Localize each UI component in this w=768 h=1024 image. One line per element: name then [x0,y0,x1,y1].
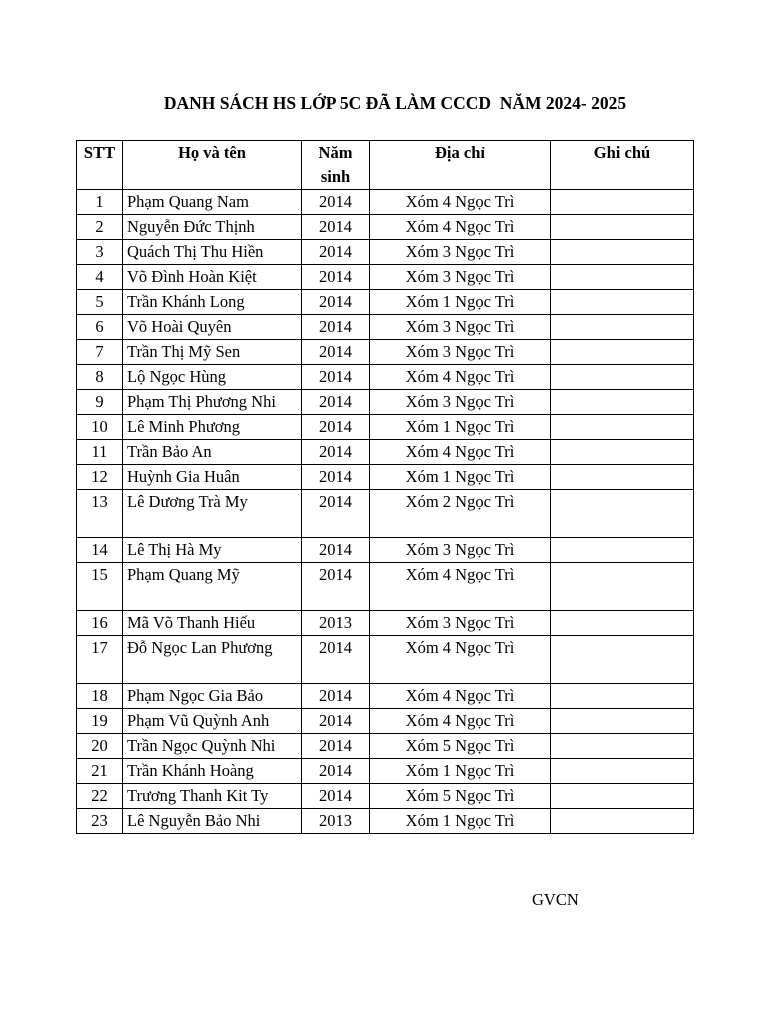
cell-stt: 20 [77,734,123,759]
student-table [76,140,694,834]
cell-address: Xóm 3 Ngọc Trì [370,611,551,636]
teacher-signature-label: GVCN [532,890,579,909]
table-row [77,240,694,265]
table-header-row [77,141,694,190]
cell-stt: 7 [77,340,123,365]
cell-stt: 9 [77,390,123,415]
cell-stt: 23 [77,809,123,834]
cell-stt: 3 [77,240,123,265]
header-year-line1: Năm [318,143,353,162]
cell-name: Trần Khánh Long [123,290,302,315]
cell-note [551,734,694,759]
cell-year: 2014 [302,784,370,809]
table-row [77,215,694,240]
cell-year: 2014 [302,709,370,734]
cell-note [551,265,694,290]
header-year [302,141,370,190]
cell-address: Xóm 5 Ngọc Trì [370,734,551,759]
table-row [77,265,694,290]
cell-year: 2014 [302,315,370,340]
cell-name: Trần Khánh Hoàng [123,759,302,784]
cell-address: Xóm 1 Ngọc Trì [370,809,551,834]
cell-stt: 11 [77,440,123,465]
cell-year: 2014 [302,563,370,611]
cell-year: 2014 [302,190,370,215]
cell-address: Xóm 3 Ngọc Trì [370,240,551,265]
cell-year: 2014 [302,290,370,315]
table-row [77,390,694,415]
cell-address: Xóm 1 Ngọc Trì [370,415,551,440]
cell-note [551,563,694,611]
cell-note [551,440,694,465]
table-row [77,784,694,809]
table-row [77,563,694,611]
cell-stt: 4 [77,265,123,290]
cell-address: Xóm 3 Ngọc Trì [370,390,551,415]
cell-year: 2014 [302,440,370,465]
cell-stt: 10 [77,415,123,440]
cell-year: 2014 [302,415,370,440]
cell-note [551,365,694,390]
cell-address: Xóm 1 Ngọc Trì [370,465,551,490]
cell-note [551,611,694,636]
cell-address: Xóm 4 Ngọc Trì [370,709,551,734]
cell-note [551,290,694,315]
cell-note [551,190,694,215]
table-row [77,190,694,215]
cell-year: 2013 [302,809,370,834]
cell-address: Xóm 4 Ngọc Trì [370,684,551,709]
cell-name: Huỳnh Gia Huân [123,465,302,490]
cell-name: Võ Đình Hoàn Kiệt [123,265,302,290]
cell-year: 2014 [302,365,370,390]
cell-stt: 1 [77,190,123,215]
table-row [77,490,694,538]
table-row [77,440,694,465]
table-row [77,465,694,490]
table-row [77,684,694,709]
cell-name: Trần Bảo An [123,440,302,465]
table-row [77,290,694,315]
cell-note [551,315,694,340]
cell-stt: 13 [77,490,123,538]
cell-stt: 8 [77,365,123,390]
table-row [77,734,694,759]
cell-name: Lê Minh Phương [123,415,302,440]
cell-name: Lê Nguyễn Bảo Nhi [123,809,302,834]
page-title: DANH SÁCH HS LỚP 5C ĐÃ LÀM CCCD NĂM 2024- 2025 [163,93,627,113]
cell-name: Võ Hoài Quyên [123,315,302,340]
cell-stt: 17 [77,636,123,684]
cell-note [551,784,694,809]
cell-note [551,636,694,684]
cell-address: Xóm 3 Ngọc Trì [370,315,551,340]
table-row [77,759,694,784]
cell-stt: 22 [77,784,123,809]
header-stt: STT [77,141,123,190]
cell-address: Xóm 2 Ngọc Trì [370,490,551,538]
header-year-line2: sinh [320,167,351,186]
cell-address: Xóm 5 Ngọc Trì [370,784,551,809]
table-row [77,611,694,636]
cell-address: Xóm 4 Ngọc Trì [370,190,551,215]
cell-year: 2013 [302,611,370,636]
cell-stt: 12 [77,465,123,490]
cell-stt: 14 [77,538,123,563]
cell-name: Lê Thị Hà My [123,538,302,563]
cell-year: 2014 [302,215,370,240]
cell-address: Xóm 4 Ngọc Trì [370,563,551,611]
cell-year: 2014 [302,465,370,490]
cell-name: Phạm Quang Mỹ [123,563,302,611]
cell-year: 2014 [302,240,370,265]
cell-name: Trương Thanh Kit Ty [123,784,302,809]
cell-note [551,538,694,563]
cell-year: 2014 [302,265,370,290]
cell-stt: 19 [77,709,123,734]
cell-address: Xóm 3 Ngọc Trì [370,538,551,563]
cell-note [551,340,694,365]
cell-stt: 16 [77,611,123,636]
cell-year: 2014 [302,340,370,365]
cell-name: Nguyễn Đức Thịnh [123,215,302,240]
cell-year: 2014 [302,390,370,415]
cell-address: Xóm 3 Ngọc Trì [370,340,551,365]
cell-name: Trần Ngọc Quỳnh Nhi [123,734,302,759]
table-row [77,809,694,834]
cell-stt: 15 [77,563,123,611]
cell-name: Trần Thị Mỹ Sen [123,340,302,365]
cell-stt: 21 [77,759,123,784]
cell-year: 2014 [302,759,370,784]
cell-note [551,809,694,834]
cell-address: Xóm 1 Ngọc Trì [370,759,551,784]
cell-note [551,709,694,734]
table-row [77,709,694,734]
cell-address: Xóm 4 Ngọc Trì [370,365,551,390]
table-row [77,415,694,440]
cell-note [551,465,694,490]
cell-year: 2014 [302,538,370,563]
cell-note [551,684,694,709]
cell-note [551,415,694,440]
table-row [77,365,694,390]
cell-stt: 5 [77,290,123,315]
cell-name: Quách Thị Thu Hiền [123,240,302,265]
cell-name: Phạm Ngọc Gia Bảo [123,684,302,709]
table-row [77,340,694,365]
table-row [77,538,694,563]
cell-name: Lộ Ngọc Hùng [123,365,302,390]
cell-year: 2014 [302,734,370,759]
cell-address: Xóm 4 Ngọc Trì [370,636,551,684]
cell-address: Xóm 4 Ngọc Trì [370,215,551,240]
cell-name: Đỗ Ngọc Lan Phương [123,636,302,684]
cell-year: 2014 [302,636,370,684]
cell-year: 2014 [302,490,370,538]
cell-note [551,240,694,265]
cell-name: Phạm Quang Nam [123,190,302,215]
table-row [77,315,694,340]
cell-note [551,215,694,240]
cell-name: Phạm Thị Phương Nhi [123,390,302,415]
cell-stt: 18 [77,684,123,709]
cell-address: Xóm 1 Ngọc Trì [370,290,551,315]
cell-address: Xóm 3 Ngọc Trì [370,265,551,290]
table-row [77,636,694,684]
header-name: Họ và tên [123,141,302,190]
table-body [77,190,694,834]
cell-name: Lê Dương Trà My [123,490,302,538]
header-address: Địa chỉ [370,141,551,190]
cell-note [551,490,694,538]
cell-note [551,759,694,784]
cell-address: Xóm 4 Ngọc Trì [370,440,551,465]
cell-year: 2014 [302,684,370,709]
header-note: Ghi chú [551,141,694,190]
cell-note [551,390,694,415]
cell-stt: 2 [77,215,123,240]
cell-name: Phạm Vũ Quỳnh Anh [123,709,302,734]
cell-name: Mã Võ Thanh Hiếu [123,611,302,636]
cell-stt: 6 [77,315,123,340]
